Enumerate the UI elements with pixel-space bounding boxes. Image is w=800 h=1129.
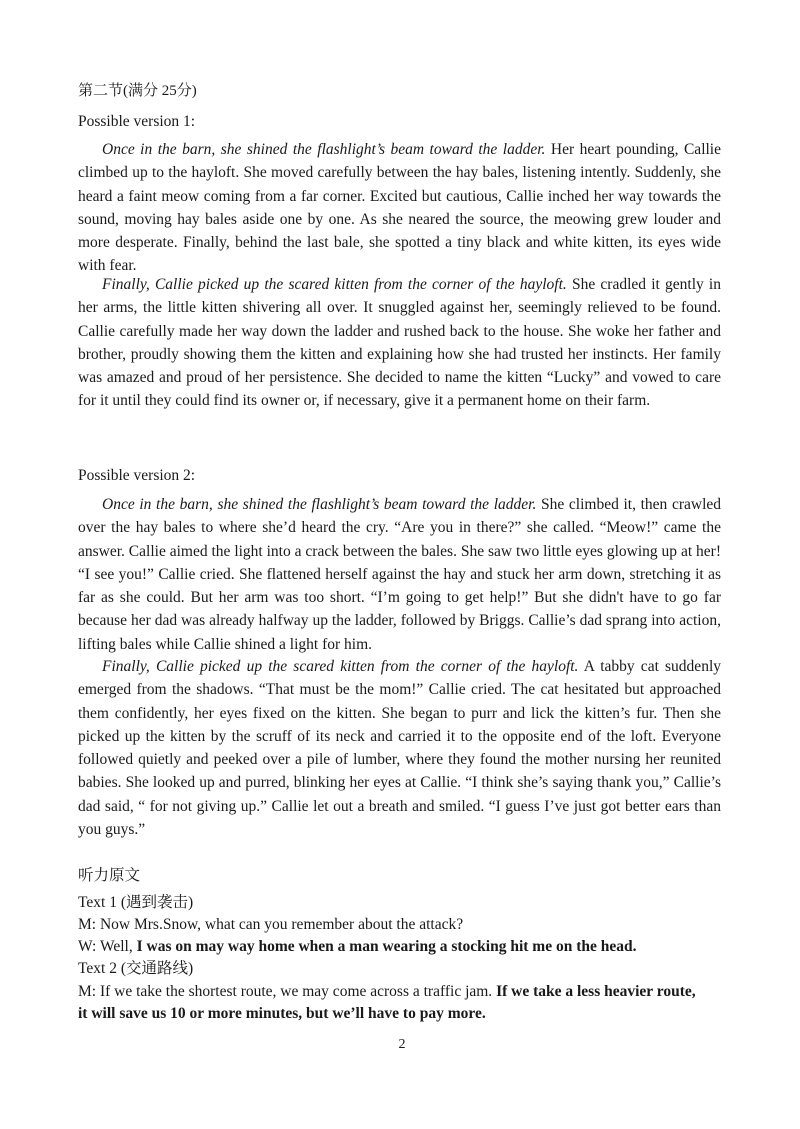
section-title: 第二节(满分 25分)	[78, 83, 197, 99]
text1-label: Text 1 (遇到袭击)	[78, 894, 194, 911]
version1-paragraph2	[78, 273, 721, 413]
text1-woman-prefix: W: Well,	[78, 938, 137, 955]
version1-paragraph1	[78, 138, 721, 278]
version2-p2-lead: Finally, Callie picked up the scared kitten from the corner of the hayloft.	[102, 658, 579, 675]
text1-woman-line	[78, 936, 738, 958]
text2-man-prefix: M: If we take the shortest route, we may come across a traffic jam.	[78, 983, 497, 1000]
version2-label: Possible version 2:	[78, 467, 196, 484]
version2-paragraph2	[78, 655, 721, 841]
text2-man-line	[78, 981, 738, 1003]
text2-label: Text 2 (交通路线)	[78, 960, 194, 977]
version2-p1-body: She climbed it, then crawled over the hay bales to where she’d heard the cry. “Are you in there?” she called. “Meow!” came the answer. Callie aimed the light into a crack between the bales. She saw two little eyes glowing up at her! “I see you!” Callie cried. She flattened herself against the hay and stuck her arm down, stretching it as far as she could. But her arm was too short. “I’m going to get help!” But she didn't have to go far because her dad was already halfway up the ladder, followed by Briggs. Callie’s dad sprang into action, lifting bales while Callie shined a light for him.	[78, 496, 722, 653]
version1-p2-lead: Finally, Callie picked up the scared kitten from the corner of the hayloft.	[102, 276, 567, 293]
page-number: 2	[398, 1037, 406, 1052]
text1-man-line: M: Now Mrs.Snow, what can you remember about the attack?	[78, 916, 464, 933]
version1-p2-body: She cradled it gently in her arms, the little kitten shivering all over. It snuggled against her, seemingly relieved to be found. Callie carefully made her way down the ladder and rushed back to the house. She woke her father and brother, proudly showing them the kitten and explaining how she had trusted her instincts. Her family was amazed and proud of her persistence. She decided to name the kitten “Lucky” and vowed to care for it until they could find its owner or, if necessary, give it a permanent home on their farm.	[78, 276, 721, 410]
text1-woman-bold: I was on may way home when a man wearing a stocking hit me on the head.	[136, 938, 637, 955]
version2-p2-body: A tabby cat suddenly emerged from the shadows. “That must be the mom!” Callie cried. The cat hesitated but approached them confidently, her eyes fixed on the kitten. She began to purr and lick the kitten’s fur. Then she picked up the kitten by the scruff of its neck and carried it to the opposite end of the loft. Everyone followed quietly and peeked over a pile of lumber, where they found the mother nursing her reunited babies. She looked up and purred, blinking her eyes at Callie. “I think she’s saying thank you,” Callie’s dad said, “ for not giving up.” Callie let out a breath and smiled. “I guess I’ve just got better ears than you guys.”	[78, 658, 721, 839]
text2-man-bold2: it will save us 10 or more minutes, but we’ll have to pay more.	[78, 1005, 486, 1022]
listening-title: 听力原文	[78, 867, 141, 884]
version1-p1-lead: Once in the barn, she shined the flashlight’s beam toward the ladder.	[102, 141, 546, 158]
version1-label: Possible version 1:	[78, 113, 196, 130]
version2-paragraph1	[78, 493, 721, 656]
text2-man-bold1: If we take a less heavier route,	[496, 983, 696, 1000]
version2-p1-lead: Once in the barn, she shined the flashlight’s beam toward the ladder.	[102, 496, 537, 513]
version1-p1-body: Her heart pounding, Callie climbed up to the hayloft. She moved carefully between the hay bales, listening intently. Suddenly, she heard a faint meow coming from a far corner. Excited but cautious, Callie inched her way towards the sound, moving hay bales aside one by one. As she neared the source, the meowing grew louder and more desperate. Finally, behind the last bale, she spotted a tiny black and white kitten, its eyes wide with fear.	[78, 141, 721, 275]
